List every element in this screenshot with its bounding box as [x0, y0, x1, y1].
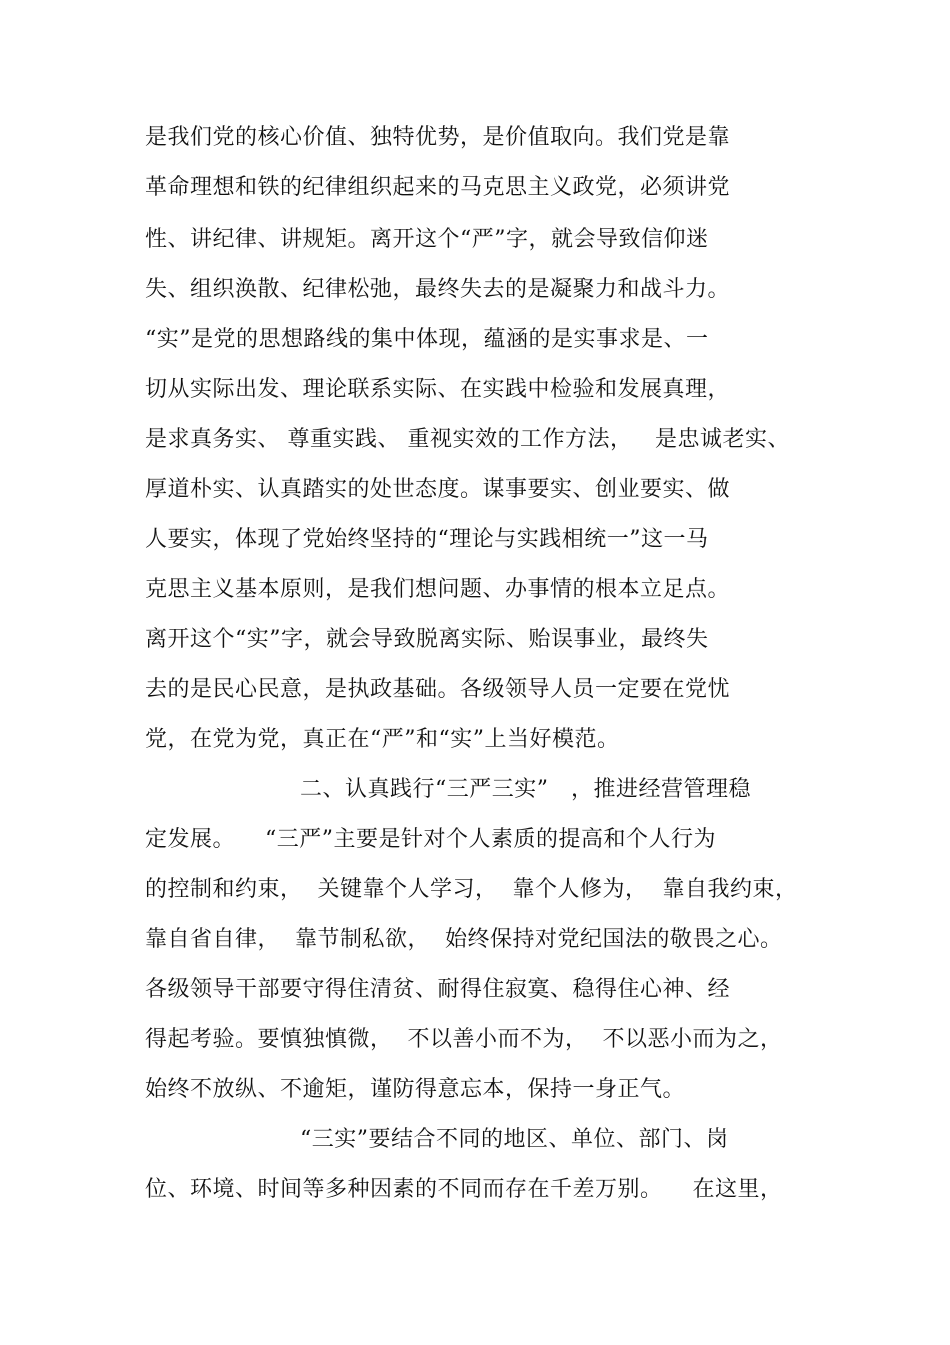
text-line: 的控制和约束， 关键靠个人学习， 靠个人修为， 靠自我约束， — [145, 877, 798, 902]
text-line: 人要实，体现了党始终坚持的“理论与实践相统一”这一马 — [145, 527, 709, 552]
text-line: 党，在党为党，真正在“严”和“实”上当好模范。 — [145, 727, 620, 752]
text-line: 位、环境、时间等多种因素的不同而存在千差万别。 在这里， — [145, 1177, 783, 1202]
text-line: 靠自省自律， 靠节制私欲， 始终保持对党纪国法的敬畏之心。 — [145, 927, 783, 952]
text-line: 去的是民心民意，是执政基础。各级领导人员一定要在党忧 — [145, 677, 731, 702]
text-line: 离开这个“实”字，就会导致脱离实际、贻误事业，最终失 — [145, 627, 709, 652]
text-line: 是求真务实、 尊重实践、 重视实效的工作方法， 是忠诚老实、 — [145, 427, 790, 452]
text-line: 厚道朴实、认真踏实的处世态度。谋事要实、创业要实、做 — [145, 477, 731, 502]
section-heading: 二、认真践行“三严三实” ，推进经营管理稳 — [300, 777, 751, 802]
text-line: 性、讲纪律、讲规矩。离开这个“严”字，就会导致信仰迷 — [145, 227, 709, 252]
text-line: 失、组织涣散、纪律松弛，最终失去的是凝聚力和战斗力。 — [145, 277, 731, 302]
text-line: 定发展。 “三严”主要是针对个人素质的提高和个人行为 — [145, 827, 716, 852]
text-line: 革命理想和铁的纪律组织起来的马克思主义政党，必须讲党 — [145, 175, 731, 200]
text-line: 各级领导干部要守得住清贫、耐得住寂寞、稳得住心神、经 — [145, 977, 731, 1002]
text-line: 切从实际出发、理论联系实际、在实践中检验和发展真理， — [145, 377, 731, 402]
text-line: 始终不放纵、不逾矩，谨防得意忘本，保持一身正气。 — [145, 1077, 686, 1102]
text-line: 得起考验。要慎独慎微， 不以善小而不为， 不以恶小而为之， — [145, 1027, 783, 1052]
text-line: 克思主义基本原则，是我们想问题、办事情的根本立足点。 — [145, 577, 731, 602]
text-line: 是我们党的核心价值、独特优势，是价值取向。我们党是靠 — [145, 125, 731, 150]
text-line: “实”是党的思想路线的集中体现，蕴涵的是实事求是、一 — [145, 327, 709, 352]
paragraph-start: “三实”要结合不同的地区、单位、部门、岗 — [300, 1127, 729, 1152]
